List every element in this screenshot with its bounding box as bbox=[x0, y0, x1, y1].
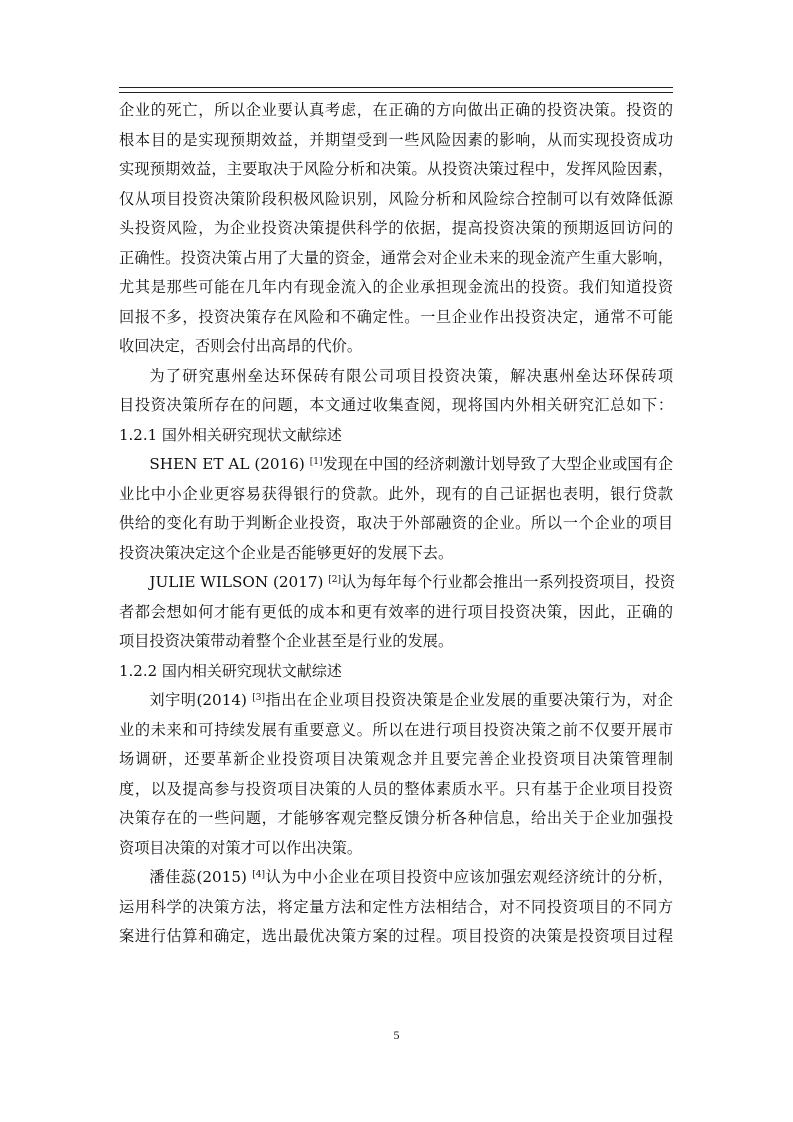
paragraph-1 bbox=[119, 96, 673, 362]
text-line: 业比中小企业更容易获得银行的贷款。此外，现有的自己证据也表明，银行贷款 bbox=[119, 484, 673, 503]
text-line: 根本目的是实现预期效益，并期望受到一些风险因素的影响，从而实现投资成功 bbox=[119, 130, 673, 149]
text-line: 度，以及提高参与投资项目决策的人员的整体素质水平。只有基于企业项目投资 bbox=[119, 779, 673, 798]
text-line: 尤其是那些可能在几年内有现金流入的企业承担现金流出的投资。我们知道投资 bbox=[119, 278, 673, 296]
citation-author: 潘佳蕊(2015) bbox=[149, 868, 253, 886]
text-line: 收回决定，否则会付出高昂的代价。 bbox=[119, 337, 362, 355]
page-number: 5 bbox=[393, 1028, 400, 1042]
text-line: 业的未来和可持续发展有重要意义。所以在进行项目投资决策之前不仅要开展市 bbox=[119, 720, 673, 739]
text-line: 为了研究惠州垒达环保砖有限公司项目投资决策，解决惠州垒达环保砖项 bbox=[149, 366, 673, 385]
section-heading-1-2-2: 1.2.2 国内相关研究现状文献综述 bbox=[119, 661, 342, 680]
citation-author: SHEN ET AL (2016) bbox=[149, 455, 310, 473]
header-rule-thin bbox=[119, 92, 673, 93]
paragraph-5 bbox=[119, 686, 673, 863]
text-line: 认为中小企业在项目投资中应该加强宏观经济统计的分析， bbox=[265, 868, 673, 886]
text-line: 发现在中国的经济刺激计划导致了大型企业或国有企 bbox=[322, 455, 674, 473]
text-line: 头投资风险，为企业投资决策提供科学的依据，提高投资决策的预期返回访问的 bbox=[119, 219, 673, 237]
text-line: 企业的死亡，所以企业要认真考虑，在正确的方向做出正确的投资决策。投资的 bbox=[119, 101, 673, 119]
text-line: 者都会想如何才能有更低的成本和更有效率的进行项目投资决策，因此，正确的 bbox=[119, 602, 673, 621]
text-line: 投资决策决定这个企业是否能够更好的发展下去。 bbox=[119, 543, 454, 562]
reference-mark: [2] bbox=[328, 575, 342, 585]
reference-mark: [4] bbox=[252, 870, 266, 880]
paragraph-3 bbox=[119, 450, 673, 568]
text-line: 仅从项目投资决策阶段积极风险识别，风险分析和风险综合控制可以有效降低源 bbox=[119, 189, 673, 208]
text-line: 回报不多，投资决策存在风险和不确定性。一旦企业作出投资决定，通常不可能 bbox=[119, 307, 673, 326]
text-line: 场调研，还要革新企业投资项目决策观念并且要完善企业投资项目决策管理制 bbox=[119, 750, 673, 768]
paragraph-6 bbox=[119, 863, 673, 952]
text-line: 指出在企业项目投资决策是企业发展的重要决策行为，对企 bbox=[265, 691, 673, 709]
page-body bbox=[119, 96, 676, 952]
text-line: 供给的变化有助于判断企业投资，取决于外部融资的企业。所以一个企业的项目 bbox=[119, 514, 673, 532]
text-line: 认为每年每个行业都会推出一系列投资项目，投资 bbox=[341, 573, 676, 591]
citation-author: 刘宇明(2014) bbox=[149, 691, 253, 709]
text-line: 目投资决策所存在的问题，本文通过收集查阅，现将国内外相关研究汇总如下： bbox=[119, 396, 673, 414]
text-line: 资项目决策的对策才可以作出决策。 bbox=[119, 838, 362, 857]
section-heading-1-2-1: 1.2.1 国外相关研究现状文献综述 bbox=[119, 425, 342, 444]
text-line: 项目投资决策带动着整个企业甚至是行业的发展。 bbox=[119, 632, 454, 650]
citation-author: JULIE WILSON (2017) bbox=[149, 573, 329, 591]
text-line: 正确性。投资决策占用了大量的资金，通常会对企业未来的现金流产生重大影响， bbox=[119, 248, 673, 267]
paragraph-2 bbox=[119, 362, 673, 421]
text-line: 运用科学的决策方法，将定量方法和定性方法相结合，对不同投资项目的不同方 bbox=[119, 897, 673, 916]
reference-mark: [1] bbox=[309, 457, 323, 467]
header-rule-thick bbox=[119, 87, 673, 88]
text-line: 决策存在的一些问题，才能够客观完整反馈分析各种信息，给出关于企业加强投 bbox=[119, 809, 673, 827]
text-line: 案进行估算和确定，选出最优决策方案的过程。项目投资的决策是投资项目过程 bbox=[119, 927, 673, 945]
paragraph-4 bbox=[119, 568, 676, 657]
reference-mark: [3] bbox=[252, 693, 266, 703]
text-line: 实现预期效益，主要取决于风险分析和决策。从投资决策过程中，发挥风险因素， bbox=[119, 160, 673, 178]
